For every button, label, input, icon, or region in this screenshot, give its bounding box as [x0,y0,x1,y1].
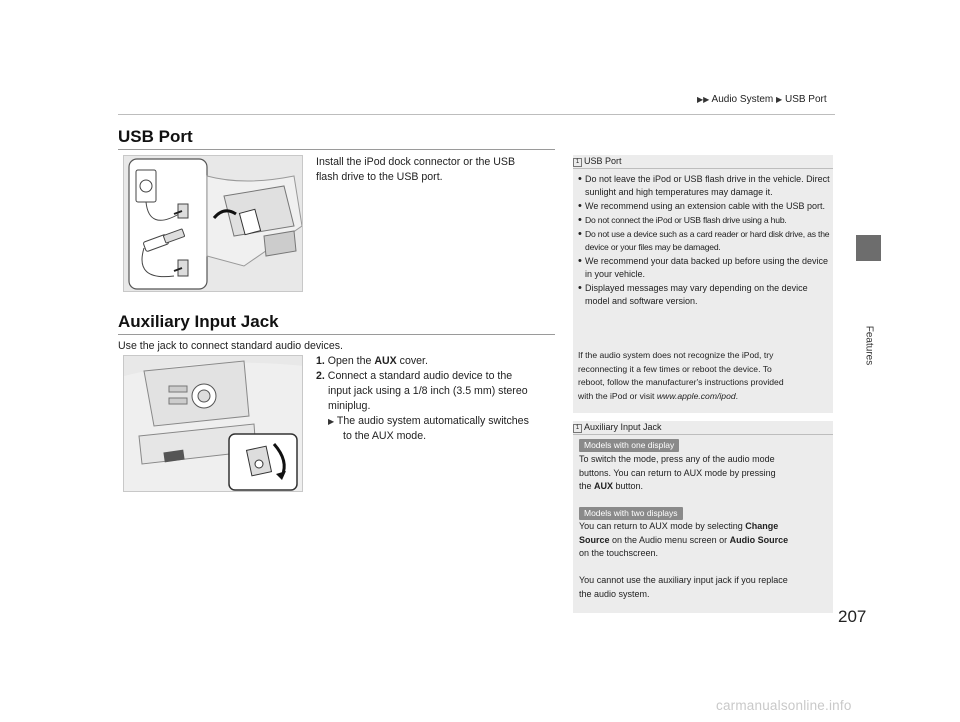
note-text: the [579,481,595,491]
breadcrumb-item-usb-port: USB Port [784,94,827,105]
note-ref-icon: 1 [573,424,582,433]
usb-note-bullet: • Do not leave the iPod or USB flash drive in the vehicle. Direct sunlight and high temperatures may damage it. [578,173,830,199]
aux-keyword: AUX [374,355,397,367]
usb-note-bullet: • We recommend your data backed up before using the device in your vehicle. [578,255,830,281]
step-number: 2. [316,370,325,382]
step-text: Open the [327,355,375,367]
note-line: To switch the mode, press any of the audio mode [579,454,775,464]
aux-step-2 [316,369,556,384]
step-number: 1. [316,355,325,367]
model-badge-one-display: Models with one display [579,439,679,452]
note-line: reconnecting it a few times or reboot the device. To [578,363,772,374]
usb-port-heading: USB Port [118,127,193,146]
note-line [579,534,788,548]
section-side-label: Features [863,325,875,366]
usb-note-bullet: • Displayed messages may vary depending on the device model and software version. [578,282,830,308]
aux-note-title [573,422,662,433]
note-line [578,390,784,404]
aux-jack-heading: Auxiliary Input Jack [118,312,279,331]
usb-port-illustration [123,155,303,292]
note-line [579,520,788,534]
audio-source-keyword: Audio Source [729,534,789,545]
section-tab-marker [856,235,881,261]
step-text: Connect a standard audio device to the [327,370,513,382]
note-text: . [735,390,739,401]
aux-jack-illustration [123,355,303,492]
aux-intro: Use the jack to connect standard audio devices. [118,340,343,352]
usb-note-title [573,156,622,167]
breadcrumb-item-audio-system[interactable]: Audio System [711,94,774,105]
usb-text-line: Install the iPod dock connector or the USB [316,156,516,168]
aux-steps [316,354,556,444]
step-text: The audio system automatically switches [336,415,529,427]
usb-note-bullet: • Do not use a device such as a card reader or hard disk drive, as the device or your files may be damaged. [578,228,830,254]
aux-heading-divider [118,334,555,335]
header-divider [118,114,835,115]
change-keyword: Change [745,521,779,531]
breadcrumb-arrow-icon: ▶ [776,95,783,104]
step-text: to the AUX mode. [343,430,427,442]
watermark-text: carmanualsonline.info [716,698,852,713]
note-line: buttons. You can return to AUX mode by pressing [579,467,776,478]
aux-keyword: AUX [594,481,614,491]
note-ref-icon: 1 [573,158,582,167]
aux-note-paragraph-1 [579,453,776,494]
note-line: on the touchscreen. [579,548,659,558]
usb-illustration-svg [124,156,303,292]
usb-heading-divider [118,149,555,150]
source-keyword: Source [579,534,610,545]
note-text: on the Audio menu screen or [609,534,730,545]
breadcrumb-arrow-icon: ▶▶ [697,95,710,104]
page-number: 207 [838,607,867,626]
usb-text-line: flash drive to the USB port. [316,171,443,183]
note-text: You can return to AUX mode by selecting [579,521,746,531]
usb-note-paragraph [578,349,784,403]
note-line: the audio system. [579,588,650,599]
note-text: button. [613,481,644,491]
usb-note-bullets [578,173,830,309]
note-line: You cannot use the auxiliary input jack if you replace [579,575,788,585]
step-text: cover. [396,355,428,367]
note-line: If the audio system does not recognize the iPod, try [578,350,774,360]
aux-note-paragraph-3 [579,574,788,601]
note-line: reboot, follow the manufacturer's instructions provided [578,377,784,387]
step-text: miniplug. [328,400,371,412]
usb-note-divider [573,168,833,169]
model-badge-two-displays: Models with two displays [579,507,683,520]
result-arrow-icon: ▶ [328,417,335,426]
aux-step-2-result [316,414,556,429]
usb-note-bullet: • Do not connect the iPod or USB flash drive using a hub. [578,214,830,227]
apple-ipod-link[interactable]: www.apple.com/ipod [656,390,736,401]
aux-note-divider [573,434,833,435]
aux-note-title-text: Auxiliary Input Jack [584,422,662,432]
aux-illustration-svg [124,356,303,492]
breadcrumb [697,94,827,105]
usb-note-bullet: • We recommend using an extension cable with the USB port. [578,200,830,213]
aux-note-paragraph-2 [579,520,788,561]
aux-step-1 [316,354,556,369]
step-text: input jack using a 1/8 inch (3.5 mm) stereo [328,385,528,397]
usb-note-title-text: USB Port [584,156,622,166]
note-line [579,480,776,494]
usb-instructions [316,155,515,185]
note-text: with the iPod or visit [578,390,657,401]
